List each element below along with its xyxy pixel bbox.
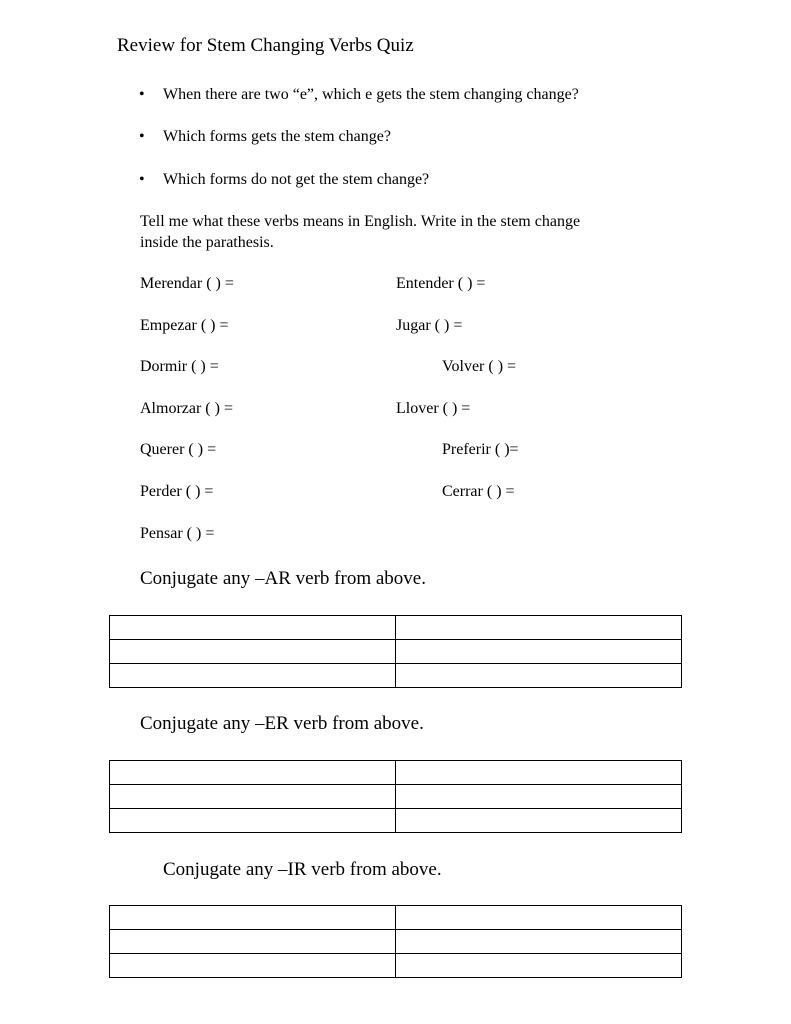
table-row [110, 616, 682, 640]
table-cell[interactable] [396, 930, 682, 954]
question-text: Which forms do not get the stem change? [163, 171, 430, 188]
table-cell[interactable] [396, 761, 682, 785]
table-row [110, 761, 682, 785]
section-title-ar: Conjugate any –AR verb from above. [140, 568, 426, 589]
question-item [139, 85, 579, 105]
verb-empezar: Empezar ( ) = [140, 317, 229, 334]
conjugation-table-ir [109, 905, 682, 978]
verb-volver: Volver ( ) = [442, 358, 517, 375]
table-cell[interactable] [396, 809, 682, 833]
verb-merendar: Merendar ( ) = [140, 275, 234, 292]
bullet-icon: • [139, 128, 145, 145]
verb-llover: Llover ( ) = [396, 400, 471, 417]
table-cell[interactable] [110, 930, 396, 954]
verb-pensar: Pensar ( ) = [140, 525, 215, 542]
table-cell[interactable] [396, 906, 682, 930]
table-cell[interactable] [110, 664, 396, 688]
conjugation-table-er [109, 760, 682, 833]
table-cell[interactable] [396, 640, 682, 664]
table-cell[interactable] [396, 664, 682, 688]
table-cell[interactable] [110, 616, 396, 640]
question-item [139, 127, 391, 147]
table-cell[interactable] [110, 954, 396, 978]
table-cell[interactable] [396, 954, 682, 978]
table-row [110, 640, 682, 664]
verb-almorzar: Almorzar ( ) = [140, 400, 233, 417]
question-item [139, 170, 429, 190]
table-row [110, 809, 682, 833]
section-title-er: Conjugate any –ER verb from above. [140, 713, 424, 734]
table-row [110, 664, 682, 688]
table-row [110, 906, 682, 930]
table-cell[interactable] [110, 809, 396, 833]
verb-jugar: Jugar ( ) = [396, 317, 463, 334]
table-cell[interactable] [396, 616, 682, 640]
verb-preferir: Preferir ( )= [442, 441, 519, 458]
instructions-line: Tell me what these verbs means in English. Write in the stem change [140, 213, 581, 230]
table-row [110, 785, 682, 809]
bullet-icon: • [139, 86, 145, 103]
verb-dormir: Dormir ( ) = [140, 358, 219, 375]
question-text: When there are two “e”, which e gets the stem changing change? [163, 86, 579, 103]
verb-perder: Perder ( ) = [140, 483, 214, 500]
verb-entender: Entender ( ) = [396, 275, 486, 292]
table-row [110, 930, 682, 954]
section-title-ir: Conjugate any –IR verb from above. [163, 859, 442, 880]
table-row [110, 954, 682, 978]
table-cell[interactable] [110, 640, 396, 664]
table-cell[interactable] [396, 785, 682, 809]
page-title: Review for Stem Changing Verbs Quiz [117, 35, 414, 56]
table-cell[interactable] [110, 785, 396, 809]
instructions-line: inside the parathesis. [140, 234, 274, 251]
conjugation-table-ar [109, 615, 682, 688]
table-cell[interactable] [110, 906, 396, 930]
table-cell[interactable] [110, 761, 396, 785]
question-text: Which forms gets the stem change? [163, 128, 391, 145]
bullet-icon: • [139, 171, 145, 188]
verb-querer: Querer ( ) = [140, 441, 217, 458]
instructions [140, 211, 660, 253]
verb-cerrar: Cerrar ( ) = [442, 483, 515, 500]
